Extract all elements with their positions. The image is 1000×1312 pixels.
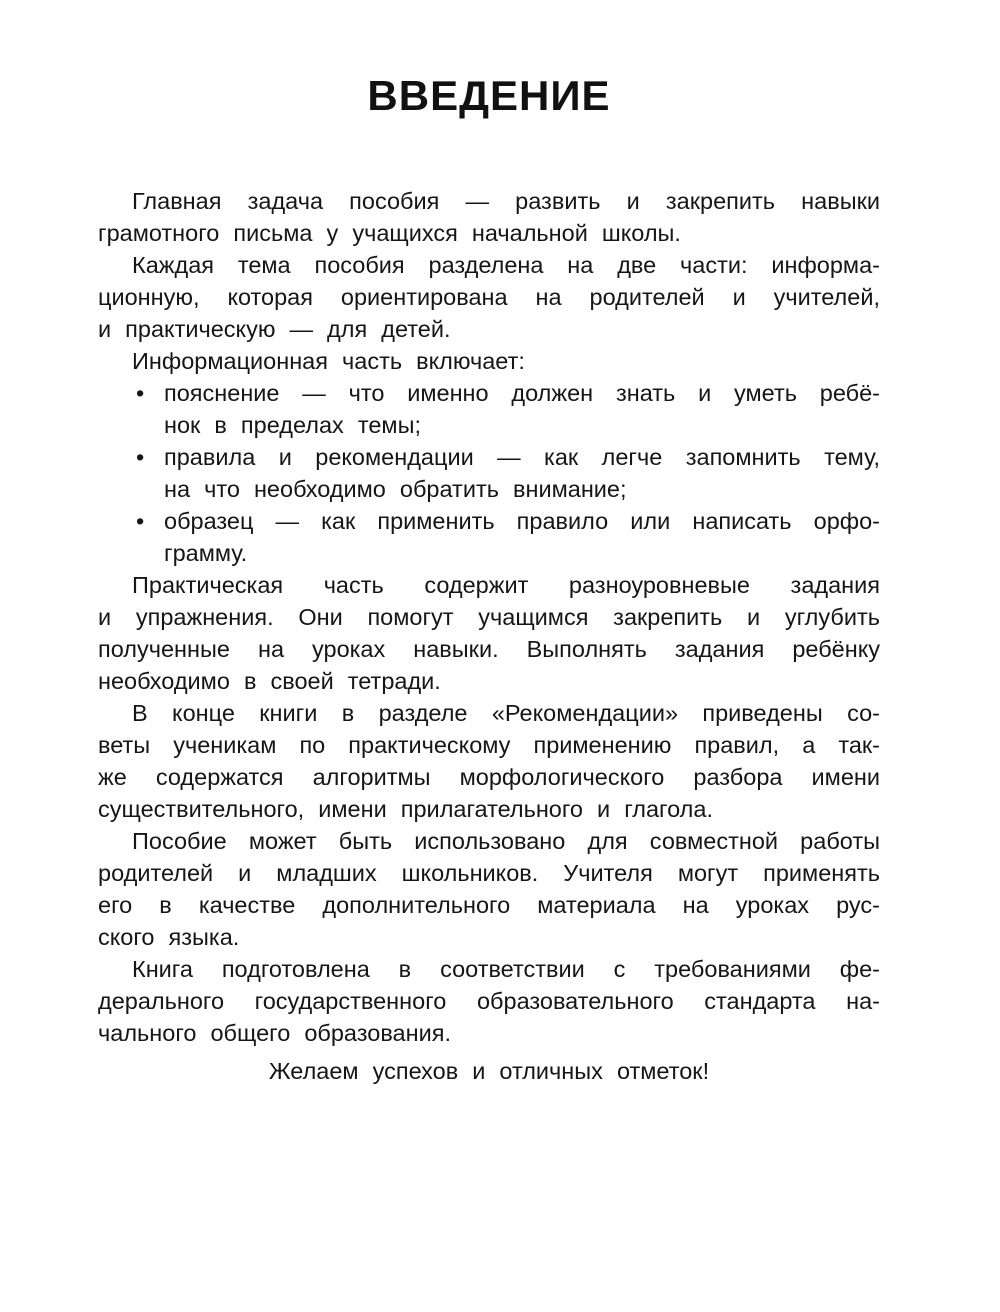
- text-line: пояснение — что именно должен знать и уметь ребё-: [164, 380, 880, 406]
- text-line: ского языка.: [98, 924, 240, 950]
- text-line: Желаем успехов и отличных отметок!: [268, 1058, 710, 1084]
- bullet-marker: •: [136, 508, 145, 534]
- bullet-item-line: [98, 505, 880, 537]
- bullet-item-line: [98, 409, 880, 441]
- text-line: Практическая часть содержит разноуровневые задания: [132, 572, 880, 598]
- text-line: Информационная часть включает:: [132, 348, 525, 374]
- paragraph-line: [98, 825, 880, 857]
- paragraph-line: [98, 217, 880, 249]
- text-line: Главная задача пособия — развить и закрепить навыки: [132, 188, 880, 214]
- paragraph-line: [98, 761, 880, 793]
- paragraph-line: [98, 729, 880, 761]
- text-line: Пособие может быть использовано для совместной работы: [132, 828, 880, 854]
- paragraph-line: [98, 185, 880, 217]
- paragraph-line: [98, 697, 880, 729]
- paragraph-line: [98, 601, 880, 633]
- paragraph-line: [98, 985, 880, 1017]
- text-line: чального общего образования.: [98, 1020, 451, 1046]
- paragraph-line: [98, 921, 880, 953]
- text-line: Книга подготовлена в соответствии с требованиями фе-: [132, 956, 880, 982]
- text-line: полученные на уроках навыки. Выполнять задания ребёнку: [98, 636, 880, 662]
- text-line: и практическую — для детей.: [98, 316, 451, 342]
- text-line: и упражнения. Они помогут учащимся закрепить и углубить: [98, 604, 880, 630]
- text-line: веты ученикам по практическому применению правил, а так-: [98, 732, 880, 758]
- paragraph-line: [98, 633, 880, 665]
- text-line: дерального государственного образовательного стандарта на-: [98, 988, 880, 1014]
- paragraph-line: [98, 665, 880, 697]
- page-title: ВВЕДЕНИЕ: [367, 72, 611, 119]
- text-line: грамотного письма у учащихся начальной школы.: [98, 220, 681, 246]
- text-line: Каждая тема пособия разделена на две части: информа-: [132, 252, 880, 278]
- intro-text: [98, 185, 880, 1087]
- text-line: правила и рекомендации — как легче запомнить тему,: [164, 444, 880, 470]
- paragraph-line: [98, 345, 880, 377]
- bullet-item-line: [98, 537, 880, 569]
- text-line: же содержатся алгоритмы морфологического разбора имени: [98, 764, 880, 790]
- text-line: образец — как применить правило или написать орфо-: [164, 508, 880, 534]
- text-line: необходимо в своей тетради.: [98, 668, 441, 694]
- bullet-item-line: [98, 473, 880, 505]
- paragraph-line: [98, 569, 880, 601]
- paragraph-line: [98, 313, 880, 345]
- paragraph-line: [98, 793, 880, 825]
- paragraph-line: [98, 249, 880, 281]
- bullet-item-line: [98, 441, 880, 473]
- paragraph-line: [98, 281, 880, 313]
- text-line: ционную, которая ориентирована на родителей и учителей,: [98, 284, 880, 310]
- bullet-item-line: [98, 377, 880, 409]
- text-line: на что необходимо обратить внимание;: [164, 476, 627, 502]
- text-line: грамму.: [164, 540, 248, 566]
- text-line: его в качестве дополнительного материала на уроках рус-: [98, 892, 880, 918]
- bullet-marker: •: [136, 444, 145, 470]
- paragraph-line: [98, 889, 880, 921]
- paragraph-line: [98, 953, 880, 985]
- text-line: нок в пределах темы;: [164, 412, 421, 438]
- paragraph-line: [98, 1017, 880, 1049]
- text-line: В конце книги в разделе «Рекомендации» приведены со-: [132, 700, 880, 726]
- bullet-marker: •: [136, 380, 145, 406]
- paragraph-line: [98, 857, 880, 889]
- text-line: существительного, имени прилагательного и глагола.: [98, 796, 713, 822]
- text-line: родителей и младших школьников. Учителя могут применять: [98, 860, 880, 886]
- closing-line: [98, 1055, 880, 1087]
